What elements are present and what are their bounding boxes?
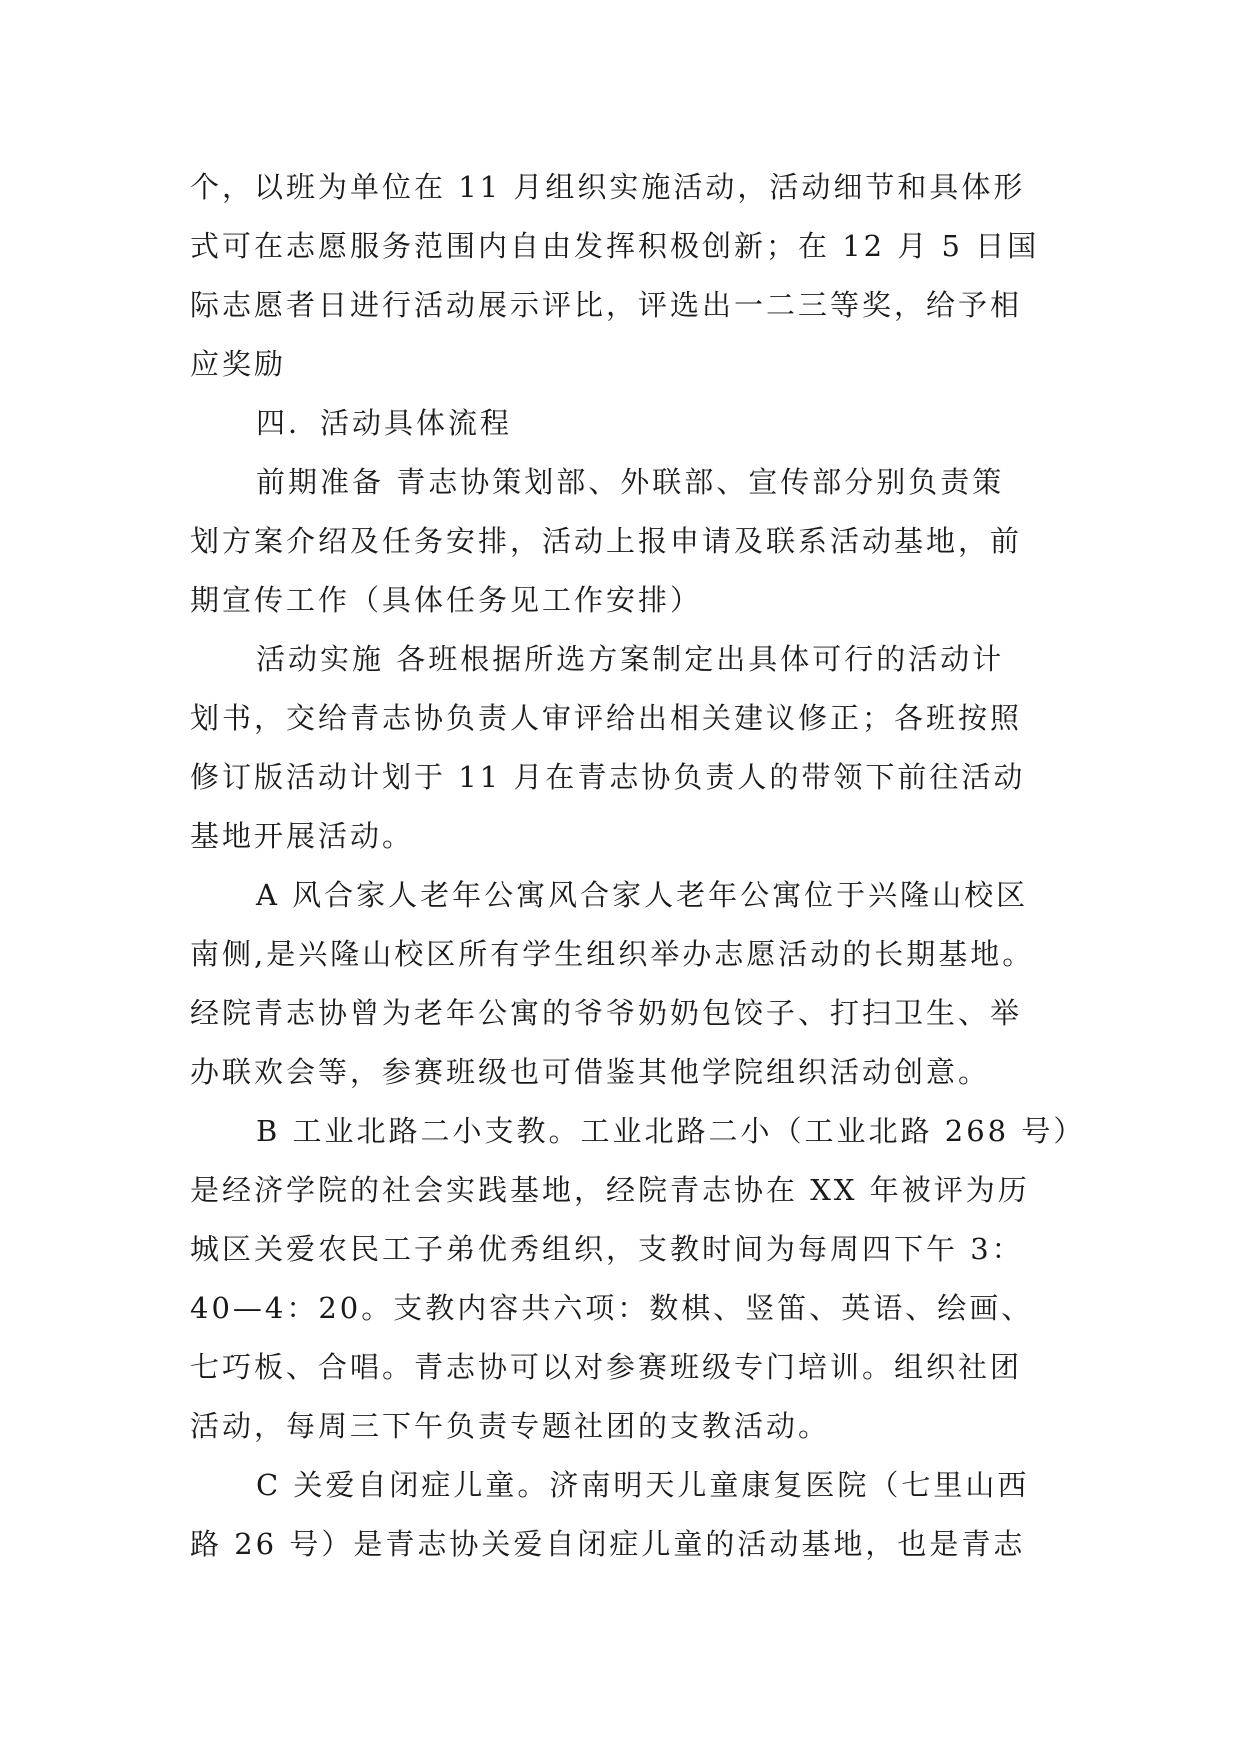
text-line: 七巧板、合唱。青志协可以对参赛班级专门培训。组织社团	[190, 1350, 1023, 1384]
text-line: C 关爱自闭症儿童。济南明天儿童康复医院（七里山西	[256, 1468, 1030, 1502]
text-line: 修订版活动计划于 11 月在青志协负责人的带领下前往活动	[190, 760, 1026, 794]
text-line: 是经济学院的社会实践基地，经院青志协在 XX 年被评为历	[190, 1173, 1030, 1207]
text-line: 期宣传工作（具体任务见工作安排）	[190, 583, 703, 617]
text-line: 应奖励	[190, 347, 287, 381]
text-line: 路 26 号）是青志协关爱自闭症儿童的活动基地，也是青志	[190, 1527, 1026, 1561]
text-line: 经院青志协曾为老年公寓的爷爷奶奶包饺子、打扫卫生、举	[190, 996, 1023, 1030]
text-line: 南侧,是兴隆山校区所有学生组织举办志愿活动的长期基地。	[190, 937, 1035, 971]
text-line: 式可在志愿服务范围内自由发挥积极创新；在 12 月 5 日国	[190, 229, 1040, 263]
text-line: 划书，交给青志协负责人审评给出相关建议修正；各班按照	[190, 701, 1023, 735]
text-line: 个，以班为单位在 11 月组织实施活动，活动细节和具体形	[190, 170, 1026, 204]
text-line: 活动，每周三下午负责专题社团的支教活动。	[190, 1409, 831, 1443]
text-line: A 风合家人老年公寓风合家人老年公寓位于兴隆山校区	[256, 878, 1029, 912]
text-line: 40—4：20。支教内容共六项：数棋、竖笛、英语、绘画、	[190, 1291, 1034, 1325]
text-line: 基地开展活动。	[190, 819, 415, 853]
text-line: 划方案介绍及任务安排，活动上报申请及联系活动基地，前	[190, 524, 1023, 558]
text-line: 四．活动具体流程	[256, 406, 513, 440]
text-line: B 工业北路二小支教。工业北路二小（工业北路 268 号）	[256, 1114, 1086, 1148]
text-line: 前期准备 青志协策划部、外联部、宣传部分别负责策	[256, 465, 1005, 499]
text-line: 活动实施 各班根据所选方案制定出具体可行的活动计	[256, 642, 1005, 676]
text-line: 城区关爱农民工子弟优秀组织，支教时间为每周四下午 3：	[190, 1232, 1024, 1266]
document-body	[190, 158, 1086, 1574]
text-line: 际志愿者日进行活动展示评比，评选出一二三等奖，给予相	[190, 288, 1023, 322]
text-line: 办联欢会等，参赛班级也可借鉴其他学院组织活动创意。	[190, 1055, 991, 1089]
